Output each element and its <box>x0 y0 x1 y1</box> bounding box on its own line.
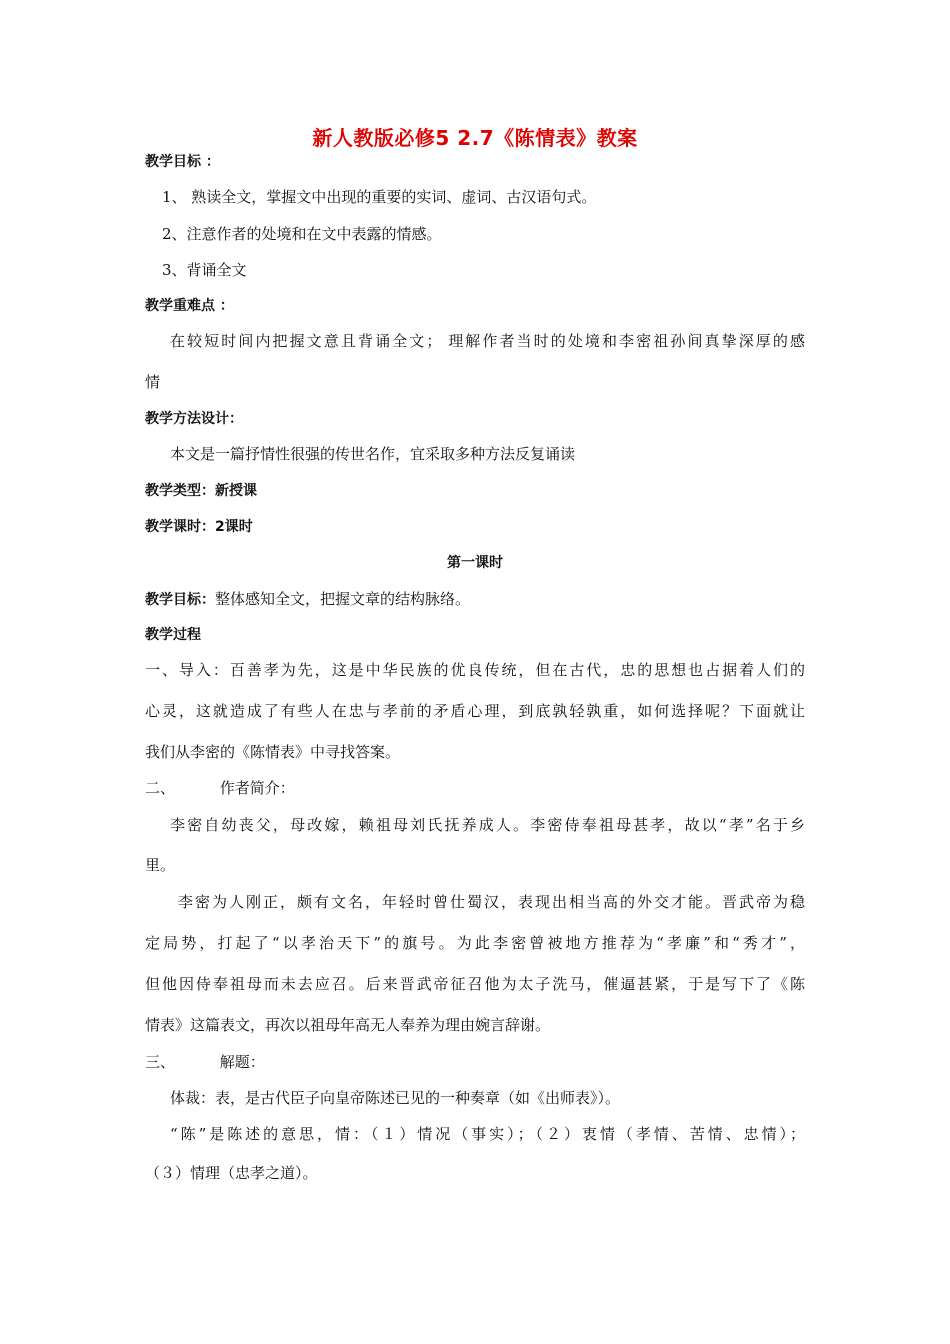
author-line-2: 里。 <box>145 856 176 874</box>
heading-teaching-goals: 教学目标 ： <box>145 154 220 170</box>
author-line-5: 但他因侍奉祖母而未去应召。后来晋武帝征召他为太子洗马，催逼甚紧，于是写下了《陈 <box>145 975 805 993</box>
method-text: 本文是一篇抒情性很强的传世名作，宜采取多种方法反复诵读 <box>170 445 576 463</box>
document-title: 新人教版必修5 2.7《陈情表》教案 <box>312 126 638 150</box>
teaching-hours: 教学课时：2课时 <box>145 519 253 535</box>
lesson-goal <box>145 589 815 610</box>
jieti-line-3: （３）情理（忠孝之道）。 <box>145 1164 318 1182</box>
heading-process: 教学过程 <box>145 627 201 643</box>
heading-author: 二、 作者简介： <box>145 779 295 797</box>
author-line-6: 情表》这篇表文，再次以祖母年高无人奉养为理由婉言辞谢。 <box>145 1016 551 1034</box>
teaching-type: 教学类型：新授课 <box>145 483 257 499</box>
author-line-1: 李密自幼丧父，母改嫁，赖祖母刘氏抚养成人。李密侍奉祖母甚孝，故以“孝”名于乡 <box>170 816 805 834</box>
goal-item-3: 3、背诵全文 <box>162 261 247 279</box>
author-line-4: 定局势，打起了“以孝治天下”的旗号。为此李密曾被地方推荐为“孝廉”和“秀才”， <box>145 934 805 952</box>
lesson-goal-text: 整体感知全文，把握文章的结构脉络。 <box>215 590 471 608</box>
heading-key-points: 教学重难点 ： <box>145 298 234 314</box>
intro-line-1: 一、导入：百善孝为先，这是中华民族的优良传统，但在古代，忠的思想也占据着人们的 <box>145 661 805 679</box>
goal-item-2: 2、注意作者的处境和在文中表露的情感。 <box>162 225 442 243</box>
intro-line-3: 我们从李密的《陈情表》中寻找答案。 <box>145 743 401 761</box>
jieti-line-2: “陈”是陈述的意思，情：（１）情况（事实）；（２）衷情（孝情、苦情、忠情）； <box>170 1125 805 1143</box>
lesson-one-heading: 第一课时 <box>447 555 503 571</box>
heading-jieti: 三、 解题： <box>145 1053 265 1071</box>
author-line-3: 李密为人刚正，颇有文名，年轻时曾仕蜀汉，表现出相当高的外交才能。晋武帝为稳 <box>178 893 805 911</box>
goal-item-1: 1、 熟读全文，掌握文中出现的重要的实词、虚词、古汉语句式。 <box>162 188 597 206</box>
key-points-line-1: 在较短时间内把握文意且背诵全文； 理解作者当时的处境和李密祖孙间真挚深厚的感 <box>170 332 805 350</box>
intro-line-2: 心灵，这就造成了有些人在忠与孝前的矛盾心理，到底孰轻孰重，如何选择呢？下面就让 <box>145 702 805 720</box>
jieti-line-1: 体裁：表，是古代臣子向皇帝陈述已见的一种奏章（如《出师表》）。 <box>170 1089 621 1107</box>
key-points-line-2: 情 <box>145 373 161 391</box>
heading-method: 教学方法设计： <box>145 411 243 427</box>
lesson-goal-label: 教学目标： <box>145 592 215 608</box>
